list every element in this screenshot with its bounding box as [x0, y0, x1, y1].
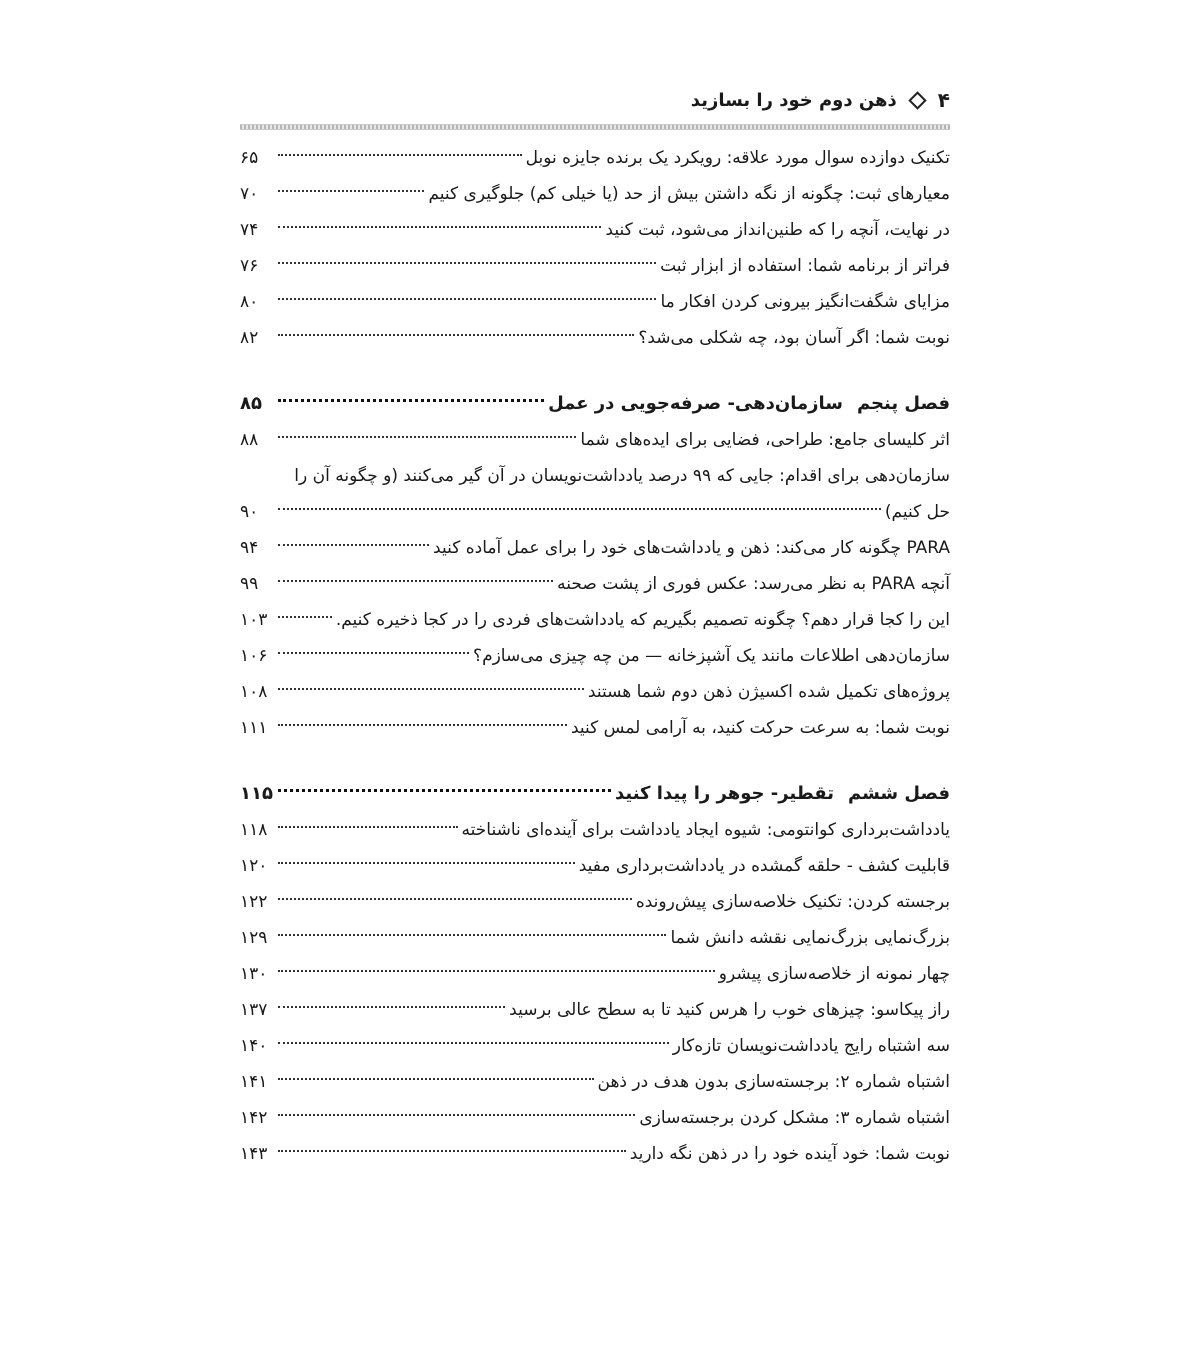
toc-entry-wrapped-line[interactable] — [240, 458, 950, 494]
dot-leader — [278, 399, 544, 402]
chapter-label: فصل ششم — [848, 783, 950, 804]
intro-entries — [240, 140, 950, 356]
toc-entry[interactable] — [240, 566, 950, 602]
entry-page: ۱۲۰ — [240, 856, 268, 876]
dot-leader — [278, 544, 429, 546]
dot-leader — [278, 898, 632, 900]
toc-entry[interactable] — [240, 1136, 950, 1172]
entry-title: این را کجا قرار دهم؟ چگونه تصمیم بگیریم که یادداشت‌های فردی را در کجا ذخیره کنیم. — [335, 610, 950, 630]
header-rule — [240, 124, 950, 130]
dot-leader — [278, 190, 424, 192]
entry-page: ۶۵ — [240, 148, 259, 168]
dot-leader — [278, 826, 458, 828]
entry-title: بزرگ‌نمایی بزرگ‌نمایی نقشه دانش شما — [670, 928, 950, 948]
entry-page: ۸۲ — [240, 328, 259, 348]
toc-entry[interactable] — [240, 494, 950, 530]
dot-leader — [278, 970, 715, 972]
dot-leader — [278, 154, 522, 156]
toc-entry[interactable] — [240, 140, 950, 176]
chapter-label: فصل پنجم — [856, 393, 950, 414]
entry-title: یادداشت‌برداری کوانتومی: شیوه ایجاد یادداشت برای آینده‌ای ناشناخته — [461, 820, 950, 840]
entry-title: اشتباه شماره ۲: برجسته‌سازی بدون هدف در ذهن — [597, 1072, 950, 1092]
chapter6-entries — [240, 812, 950, 1172]
running-head — [240, 80, 950, 120]
page-number: ۴ — [937, 88, 950, 112]
dot-leader — [278, 580, 553, 582]
entry-page: ۱۴۳ — [240, 1144, 268, 1164]
chapter-page: ۱۱۵ — [240, 783, 273, 804]
entry-page: ۸۰ — [240, 292, 259, 312]
entry-title: نوبت شما: به سرعت حرکت کنید، به آرامی لمس کنید — [570, 718, 950, 738]
toc-entry[interactable] — [240, 248, 950, 284]
entry-page: ۱۱۱ — [240, 718, 268, 738]
dot-leader — [278, 789, 611, 792]
toc-entry[interactable] — [240, 848, 950, 884]
dot-leader — [278, 652, 469, 654]
entry-title: اثر کلیسای جامع: طراحی، فضایی برای ایده‌های شما — [580, 430, 950, 450]
dot-leader — [278, 616, 332, 618]
entry-page: ۷۴ — [240, 220, 259, 240]
dot-leader — [278, 688, 584, 690]
entry-page: ۱۳۰ — [240, 964, 268, 984]
dot-leader — [278, 1150, 626, 1152]
toc-entry[interactable] — [240, 176, 950, 212]
dot-leader — [278, 334, 634, 336]
toc-entry[interactable] — [240, 422, 950, 458]
entry-page: ۹۴ — [240, 538, 259, 558]
toc-entry[interactable] — [240, 638, 950, 674]
toc-entry[interactable] — [240, 530, 950, 566]
entry-page: ۱۴۰ — [240, 1036, 268, 1056]
diamond-icon — [908, 91, 926, 109]
toc-entry[interactable] — [240, 992, 950, 1028]
entry-page: ۱۱۸ — [240, 820, 268, 840]
entry-title: سازمان‌دهی اطلاعات مانند یک آشپزخانه — من چه چیزی می‌سازم؟ — [473, 646, 950, 666]
chapter5-entries — [240, 422, 950, 746]
entry-page: ۱۰۸ — [240, 682, 268, 702]
dot-leader — [278, 1078, 594, 1080]
entry-title: قابلیت کشف - حلقه گمشده در یادداشت‌برداری مفید — [578, 856, 950, 876]
toc-entry[interactable] — [240, 284, 950, 320]
toc-entry[interactable] — [240, 812, 950, 848]
toc-entry[interactable] — [240, 956, 950, 992]
entry-page: ۱۴۲ — [240, 1108, 268, 1128]
entry-title: نوبت شما: خود آینده خود را در ذهن نگه دارید — [629, 1144, 950, 1164]
dot-leader — [278, 724, 567, 726]
dot-leader — [278, 1006, 505, 1008]
book-title: ذهن دوم خود را بسازید — [690, 89, 897, 111]
entry-title: مزایای شگفت‌انگیز بیرونی کردن افکار ما — [660, 292, 950, 312]
entry-title: برجسته کردن: تکنیک خلاصه‌سازی پیش‌رونده — [635, 892, 950, 912]
toc-entry[interactable] — [240, 1100, 950, 1136]
entry-title: در نهایت، آنچه را که طنین‌انداز می‌شود، ثبت کنید — [605, 220, 950, 240]
chapter-title: سازمان‌دهی- صرفه‌جویی در عمل — [548, 393, 843, 414]
entry-page: ۷۶ — [240, 256, 259, 276]
toc-entry[interactable] — [240, 320, 950, 356]
entry-page: ۱۳۷ — [240, 1000, 268, 1020]
dot-leader — [278, 436, 576, 438]
toc-entry[interactable] — [240, 212, 950, 248]
entry-page: ۹۰ — [240, 502, 259, 522]
chapter-heading-5[interactable] — [240, 386, 950, 422]
chapter-title: تقطیر- جوهر را پیدا کنید — [614, 783, 834, 804]
dot-leader — [278, 1042, 669, 1044]
entry-title: اشتباه شماره ۳: مشکل کردن برجسته‌سازی — [639, 1108, 950, 1128]
dot-leader — [278, 226, 601, 228]
dot-leader — [278, 298, 656, 300]
toc-entry[interactable] — [240, 920, 950, 956]
toc-entry[interactable] — [240, 674, 950, 710]
entry-page: ۱۴۱ — [240, 1072, 268, 1092]
dot-leader — [278, 1114, 635, 1116]
entry-title: آنچه PARA به نظر می‌رسد: عکس فوری از پشت صحنه — [557, 574, 950, 594]
entry-page: ۸۸ — [240, 430, 259, 450]
entry-title-continued: حل کنیم) — [884, 502, 950, 522]
entry-page: ۱۲۹ — [240, 928, 268, 948]
entry-page: ۹۹ — [240, 574, 259, 594]
dot-leader — [278, 934, 666, 936]
entry-title: سازمان‌دهی برای اقدام: جایی که ۹۹ درصد یادداشت‌نویسان در آن گیر می‌کنند (و چگونه آن را — [294, 466, 950, 486]
toc-page — [240, 80, 950, 1172]
chapter-heading-6[interactable] — [240, 776, 950, 812]
toc-entry[interactable] — [240, 884, 950, 920]
toc-entry[interactable] — [240, 1064, 950, 1100]
dot-leader — [278, 262, 656, 264]
entry-title: پروژه‌های تکمیل شده اکسیژن ذهن دوم شما هستند — [587, 682, 950, 702]
entry-title: راز پیکاسو: چیزهای خوب را هرس کنید تا به سطح عالی برسید — [509, 1000, 950, 1020]
entry-title: تکنیک دوازده سوال مورد علاقه: رویکرد یک برنده جایزه نوبل — [525, 148, 950, 168]
chapter-page: ۸۵ — [240, 393, 262, 414]
entry-page: ۱۰۳ — [240, 610, 268, 630]
dot-leader — [278, 862, 575, 864]
toc-entry[interactable] — [240, 710, 950, 746]
entry-page: ۷۰ — [240, 184, 259, 204]
toc-entry[interactable] — [240, 1028, 950, 1064]
entry-page: ۱۰۶ — [240, 646, 268, 666]
dot-leader — [278, 508, 881, 510]
entry-title: نوبت شما: اگر آسان بود، چه شکلی می‌شد؟ — [638, 328, 950, 348]
entry-title: معیارهای ثبت: چگونه از نگه داشتن بیش از حد (یا خیلی کم) جلوگیری کنیم — [428, 184, 950, 204]
toc-entry[interactable] — [240, 602, 950, 638]
entry-title: چهار نمونه از خلاصه‌سازی پیشرو — [718, 964, 950, 984]
entry-title: فراتر از برنامه شما: استفاده از ابزار ثبت — [660, 256, 950, 276]
entry-title: سه اشتباه رایج یادداشت‌نویسان تازه‌کار — [672, 1036, 950, 1056]
entry-page: ۱۲۲ — [240, 892, 268, 912]
entry-title: PARA چگونه کار می‌کند: ذهن و یادداشت‌های خود را برای عمل آماده کنید — [433, 538, 950, 558]
